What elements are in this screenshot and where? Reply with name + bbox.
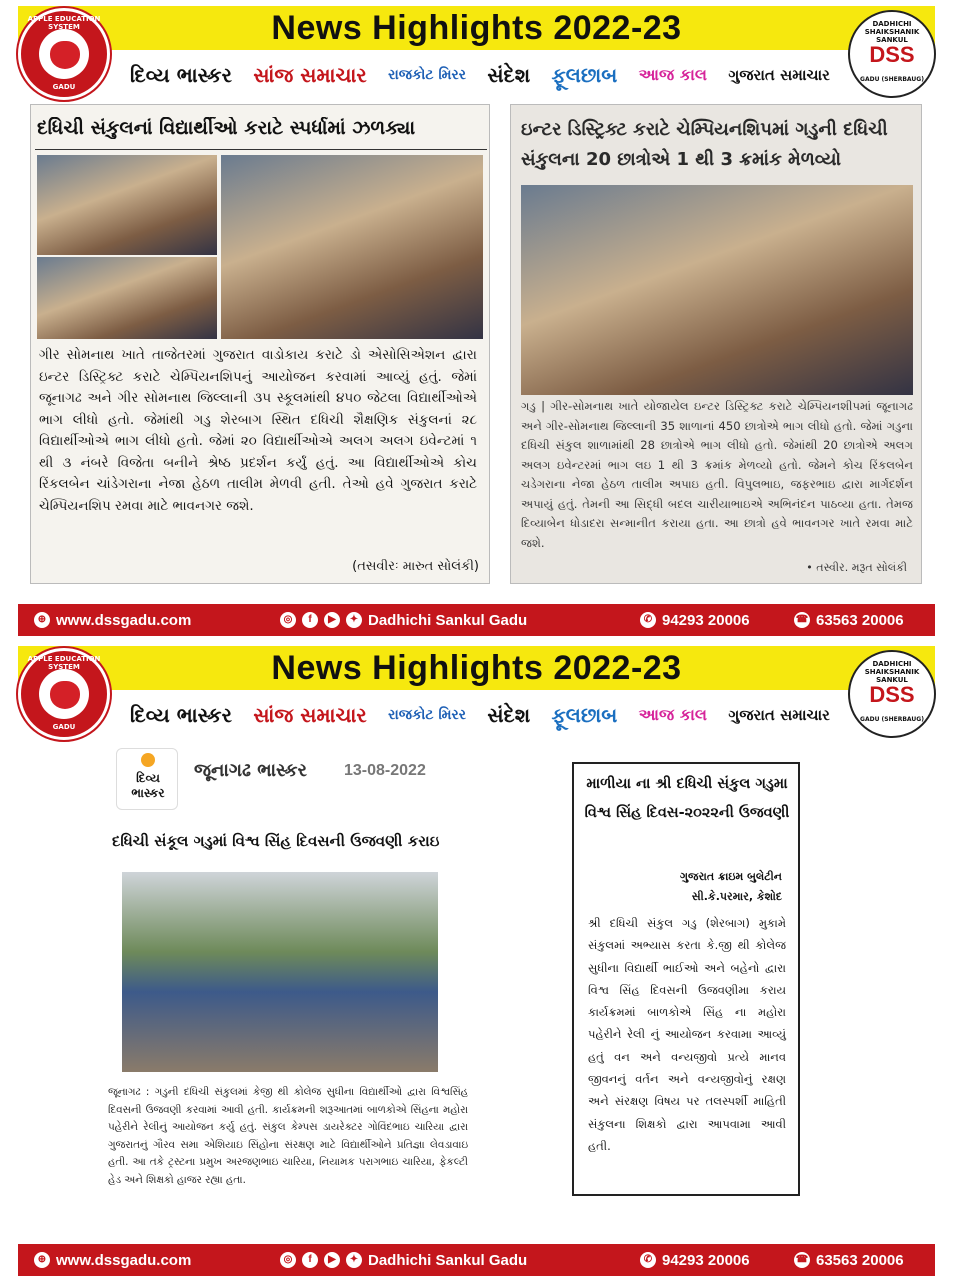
youtube-icon[interactable]: ▶ [324, 1252, 340, 1268]
dss-logo: DADHICHI SHAIKSHANIK SANKUL DSS GADU (SHERBAUG) [848, 10, 936, 98]
facebook-icon[interactable]: f [302, 1252, 318, 1268]
news-clipping-right [572, 762, 800, 1196]
whatsapp-number[interactable]: 94293 20006 [662, 611, 750, 629]
globe-icon: ⊕ [34, 612, 50, 628]
paper-logo: રાજકોટ મિરર [388, 707, 466, 723]
page-title: News Highlights 2022-23 [271, 649, 682, 687]
phone-number[interactable]: 63563 20006 [816, 611, 904, 629]
twitter-icon[interactable]: ✦ [346, 1252, 362, 1268]
paper-logo: સાંજ સમાચાર [253, 703, 367, 727]
apple-education-logo: APPLE EDUCATION SYSTEM GADU [18, 8, 110, 100]
edition-date: 13-08-2022 [344, 762, 426, 779]
paper-logo: ગુજરાત સમાચાર [728, 66, 830, 84]
reporter-name: સી.કે.પરમાર, કેશોદ [691, 890, 782, 903]
article-body: શ્રી દધિચી સંકુલ ગડુ (શેરબાગ) મુકામે સંકુલમાં અભ્યાસ કરતા કે.જી થી કોલેજ સુધીના વિદ્યાર્થી ભાઈઓ અને બહેનો દ્વારા વિશ્વ સિંહ દિવસની ઉજવણીમા કરાય કાર્યક્રમમાં બાળકોએ સિંહ ના મહોરા પહેરીને રેલી નું આયોજન કરવામા આવ્યું હતું વન અને વન્યજીવો પ્રત્યે માનવ જીવનનું વર્તન અને વન્યજીવોનું રક્ષણ અને સંરક્ષણ વિષય પર તલસ્પર્શી માહિતી સંકુલના શિક્ષકો દ્વારા આપવામા આવી હતી. [588, 916, 786, 1153]
karate-podium-photo [37, 155, 217, 255]
paper-logo: દિવ્ય ભાસ્કર [130, 63, 232, 87]
paper-logo: દિવ્ય ભાસ્કર [130, 703, 232, 727]
headline: ઇન્ટર ડિસ્ટ્રિક્ટ કરાટે ચેમ્પિયનશિપમાં ગડુની દધિચી સંકુલના 20 છાત્રોએ 1 થી 3 ક્રમાંક મેળવ્યો [521, 119, 888, 170]
website-link[interactable]: www.dssgadu.com [56, 611, 192, 629]
youtube-icon[interactable]: ▶ [324, 612, 340, 628]
karate-group-photo [221, 155, 483, 339]
phone-icon: ☎ [794, 1252, 810, 1268]
page-title: News Highlights 2022-23 [271, 9, 682, 47]
phone-number[interactable]: 63563 20006 [816, 1251, 904, 1269]
photo-credit: (તસવીરઃ મારુત સોલંકી) [352, 559, 479, 574]
paper-logo: આજ કાલ [638, 65, 708, 84]
facebook-icon[interactable]: f [302, 612, 318, 628]
whatsapp-icon: ✆ [640, 612, 656, 628]
source-name: ગુજરાત ક્રાઇમ બુલેટીન [680, 870, 782, 883]
headline: માળીયા ના શ્રી દધિચી સંકુલ ગડુમા વિશ્વ સિંહ દિવસ-૨૦૨૨ની ઉજવણી [584, 776, 790, 821]
whatsapp-icon: ✆ [640, 1252, 656, 1268]
social-handle: Dadhichi Sankul Gadu [368, 611, 528, 629]
twitter-icon[interactable]: ✦ [346, 612, 362, 628]
article-body: ગડુ | ગીર-સોમનાથ ખાતે યોજાયેલ ઇન્ટર ડિસ્ટ્રિક્ટ કરાટે ચેમ્પિયનશીપમાં જૂનાગઢ અને ગીર-સોમનાથ જિલ્લાની 35 શાળાનાં 450 છાત્રોએ ભાગ લીધો હતો. જેમાં ગડુના દધિચી સંકુલ શાળામાંથી 28 છાત્રોએ ભાગ લીધો હતો. જેમાંથી 20 છાત્રોએ અલગ અલગ ઇવેન્ટરમાં ભાગ લઇ 1 થી 3 ક્રમાંક મેળવ્યો હતો. જેમને કોચ રિંકલબેન ચડેગરાના નેજા હેઠળ તાલીમ અપાઇ હતી. વિપુલભાઇ, જફરભાઇ દ્વારા માર્ગદર્શન અપાયું હતું. તેમની આ સિદ્ધી બદલ ચારીયાભાઇએ અભિનંદન પાઠવ્યા હતા. તેમજ દિવ્યાબેન ધોડાદરા સન્માનીત કરાયા હતા. આ છાત્રો હવે ભાવનગર ખાતે રમવા માટે જશે. [521, 399, 914, 550]
whatsapp-number[interactable]: 94293 20006 [662, 1251, 750, 1269]
instagram-icon[interactable]: ◎ [280, 1252, 296, 1268]
karate-team-photo [521, 185, 913, 395]
newspaper-logos [130, 698, 830, 732]
news-clipping-left [30, 104, 490, 584]
paper-logo: ફૂલછાબ [551, 63, 618, 87]
newspaper-logos [130, 58, 830, 92]
dss-logo: DADHICHI SHAIKSHANIK SANKUL DSS GADU (SHERBAUG) [848, 650, 936, 738]
apple-education-logo: APPLE EDUCATION SYSTEM GADU [18, 648, 110, 740]
news-panel-2 [0, 640, 953, 1280]
paper-logo: ફૂલછાબ [551, 703, 618, 727]
headline: દધિચી સંકુલનાં વિદ્યાર્થીઓ કરાટે સ્પર્ધામાં ઝળક્યા [37, 117, 416, 139]
website-link[interactable]: www.dssgadu.com [56, 1251, 192, 1269]
phone-icon: ☎ [794, 612, 810, 628]
divya-bhaskar-badge: દિવ્ય ભાસ્કર [116, 748, 178, 810]
karate-medal-photo [37, 257, 217, 339]
photo-credit: • તસ્વીર. મરૂત સોલંકી [806, 561, 907, 574]
paper-logo: સંદેશ [487, 703, 531, 727]
news-clipping-right [510, 104, 922, 584]
footer-bar [18, 1244, 935, 1276]
headline: દધિચી સંકૂલ ગડુમાં વિશ્વ સિંહ દિવસની ઉજવણી કરાઇ [112, 832, 440, 850]
edition-name: જૂનાગઢ ભાસ્કર [194, 760, 307, 781]
paper-logo: ગુજરાત સમાચાર [728, 706, 830, 724]
article-body: જૂનાગઢ : ગડુની દધિચી સંકુલમાં કેજી થી કોલેજ સુધીના વિદ્યાર્થીઓ દ્વારા વિશ્વસિંહ દિવસની ઉજવણી કરવામાં આવી હતી. કાર્યક્રમની શરૂઆતમાં બાળકોએ સિંહના મહોરા પહેરીને રેલીનું આયોજન કર્યુ હતું. સંકુલ કેમ્પસ ડાયરેક્ટર ગોવિંદભાઇ ચારિયા દ્વારા ગુજરાતનું ગૌરવ સમા એશિયાઇ સિંહોના સંરક્ષણ માટે વિદ્યાર્થીઓને પ્રતિજ્ઞા લેવડાવાઇ હતી. આ તકે ટ્રસ્ટના પ્રમુખ અરજણભાઇ ચારિયા, નિયામક પરાગભાઇ ચારિયા, ફેકલ્ટી હેડ અને શિક્ષકો હાજર રહ્યા હતા. [108, 1086, 468, 1186]
paper-logo: રાજકોટ મિરર [388, 67, 466, 83]
paper-logo: આજ કાલ [638, 705, 708, 724]
instagram-icon[interactable]: ◎ [280, 612, 296, 628]
paper-logo: સાંજ સમાચાર [253, 63, 367, 87]
lion-day-rally-photo [122, 872, 438, 1072]
paper-logo: સંદેશ [487, 63, 531, 87]
globe-icon: ⊕ [34, 1252, 50, 1268]
social-handle: Dadhichi Sankul Gadu [368, 1251, 528, 1269]
footer-bar [18, 604, 935, 636]
news-clipping-left [108, 748, 468, 1228]
article-body: ગીર સોમનાથ ખાતે તાજેતરમાં ગુજરાત વાડોકાય કરાટે ડો એસોસિએશન દ્વારા ઇન્ટર ડિસ્ટ્રિક્ટ કરાટે ચેમ્પિયનશિપનું આયોજન કરવામાં આવ્યું હતું. જેમાં જૂનાગઢ અને ગીર સોમનાથ જિલ્લાની ૩૫ સ્કૂલમાંથી ૪૫૦ જેટલા વિદ્યાર્થીઓએ ભાગ લીધો હતો. જેમાંથી ગડુ શેરબાગ સ્થિત દધિચી શૈક્ષણિક સંકુલનાં ૨૮ વિદ્યાર્થીઓએ ભાગ લીધો હતો. જેમાં ૨૦ વિદ્યાર્થીઓએ અલગ અલગ ઇવેન્ટમાં ૧ થી ૩ નંબરે વિજેતા બનીને શ્રેષ્ઠ પ્રદર્શન કર્યું હતું. આ વિદ્યાર્થીઓએ કોચ રિંકલબેન ચાંડેગરાના નેજા હેઠળ તાલીમ મેળવી હતી. તેઓ હવે ગુજરાત કરાટે ચેમ્પિયનશિપ રમવા માટે ભાવનગર જશે. [39, 347, 477, 514]
